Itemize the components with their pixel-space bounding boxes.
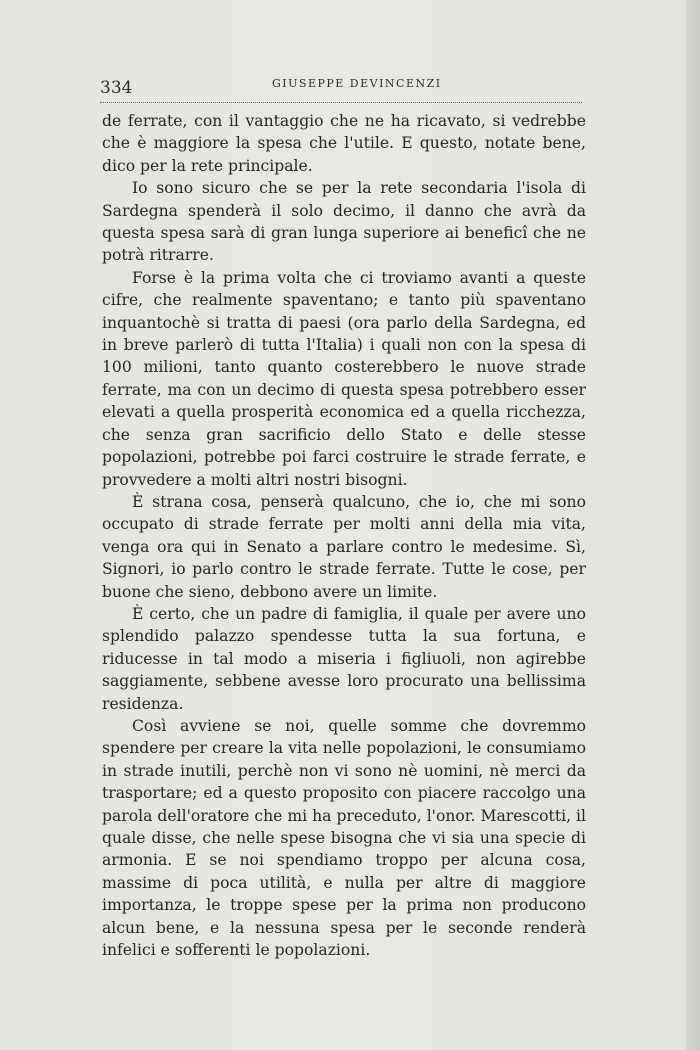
paragraph: È strana cosa, penserà qualcuno, che io, che mi sono occupato di strade ferrate per molti anni della mia vita, venga ora qui in Senato a parlare contro le medesime. Sì, Signori, io parlo contro le strade ferrate. Tutte le cose, per buone che sieno, debbono avere un limite. (102, 492, 586, 601)
paragraph: Io sono sicuro che se per la rete secondaria l'isola di Sardegna spenderà il solo decimo, il danno che avrà da questa spesa sarà di gran lunga superiore ai beneficî che ne potrà ritrarre. (102, 179, 586, 265)
body-text (102, 110, 586, 961)
paragraph: Forse è la prima volta che ci troviamo avanti a queste cifre, che realmente spaventano; e tanto più spaventano inquantochè si tratta di paesi (ora parlo della Sardegna, ed in breve parlerò di tutta l'Italia) i quali non con la spesa di 100 milioni, tanto quanto costerebbero le nuove strade ferrate, ma con un decimo di questa spesa potrebbero esser elevati a quella prosperità economica ed a quella ricchezza, che senza gran sacrificio dello Stato e delle stesse popolazioni, potrebbe poi farci costruire le strade ferrate, e provvedere a molti altri nostri bisogni. (102, 268, 586, 489)
paragraph: de ferrate, con il vantaggio che ne ha ricavato, si vedrebbe che è maggiore la spesa che l'utile. E questo, notate bene, dico per la rete principale. (102, 112, 586, 175)
page-header (100, 72, 582, 103)
page-number: 334 (100, 78, 133, 98)
paragraph: È certo, che un padre di famiglia, il quale per avere uno splendido palazzo spendesse tutta la sua fortuna, e riducesse in tal modo a miseria i figliuoli, non agirebbe saggiamente, sebbene avesse loro procurato una bellissima residenza. (102, 604, 586, 713)
running-head: GIUSEPPE DEVINCENZI (272, 77, 442, 90)
paragraph: Così avviene se noi, quelle somme che dovremmo spendere per creare la vita nelle popolazioni, le consumiamo in strade inutili, perchè non vi sono nè uomini, nè merci da trasportare; ed a questo proposito con piacere raccolgo una parola dell'oratore che mi ha preceduto, l'onor. Marescotti, il quale disse, che nelle spese bisogna che vi sia una specie di armonia. E se noi spendiamo troppo per alcuna cosa, massime di poca utilità, e nulla per altre di maggiore importanza, le troppe spese per la prima non producono alcun bene, e la nessuna spesa per le seconde renderà infelici e sofferenti le popolazioni. (102, 716, 586, 960)
page-edge (686, 0, 700, 1050)
